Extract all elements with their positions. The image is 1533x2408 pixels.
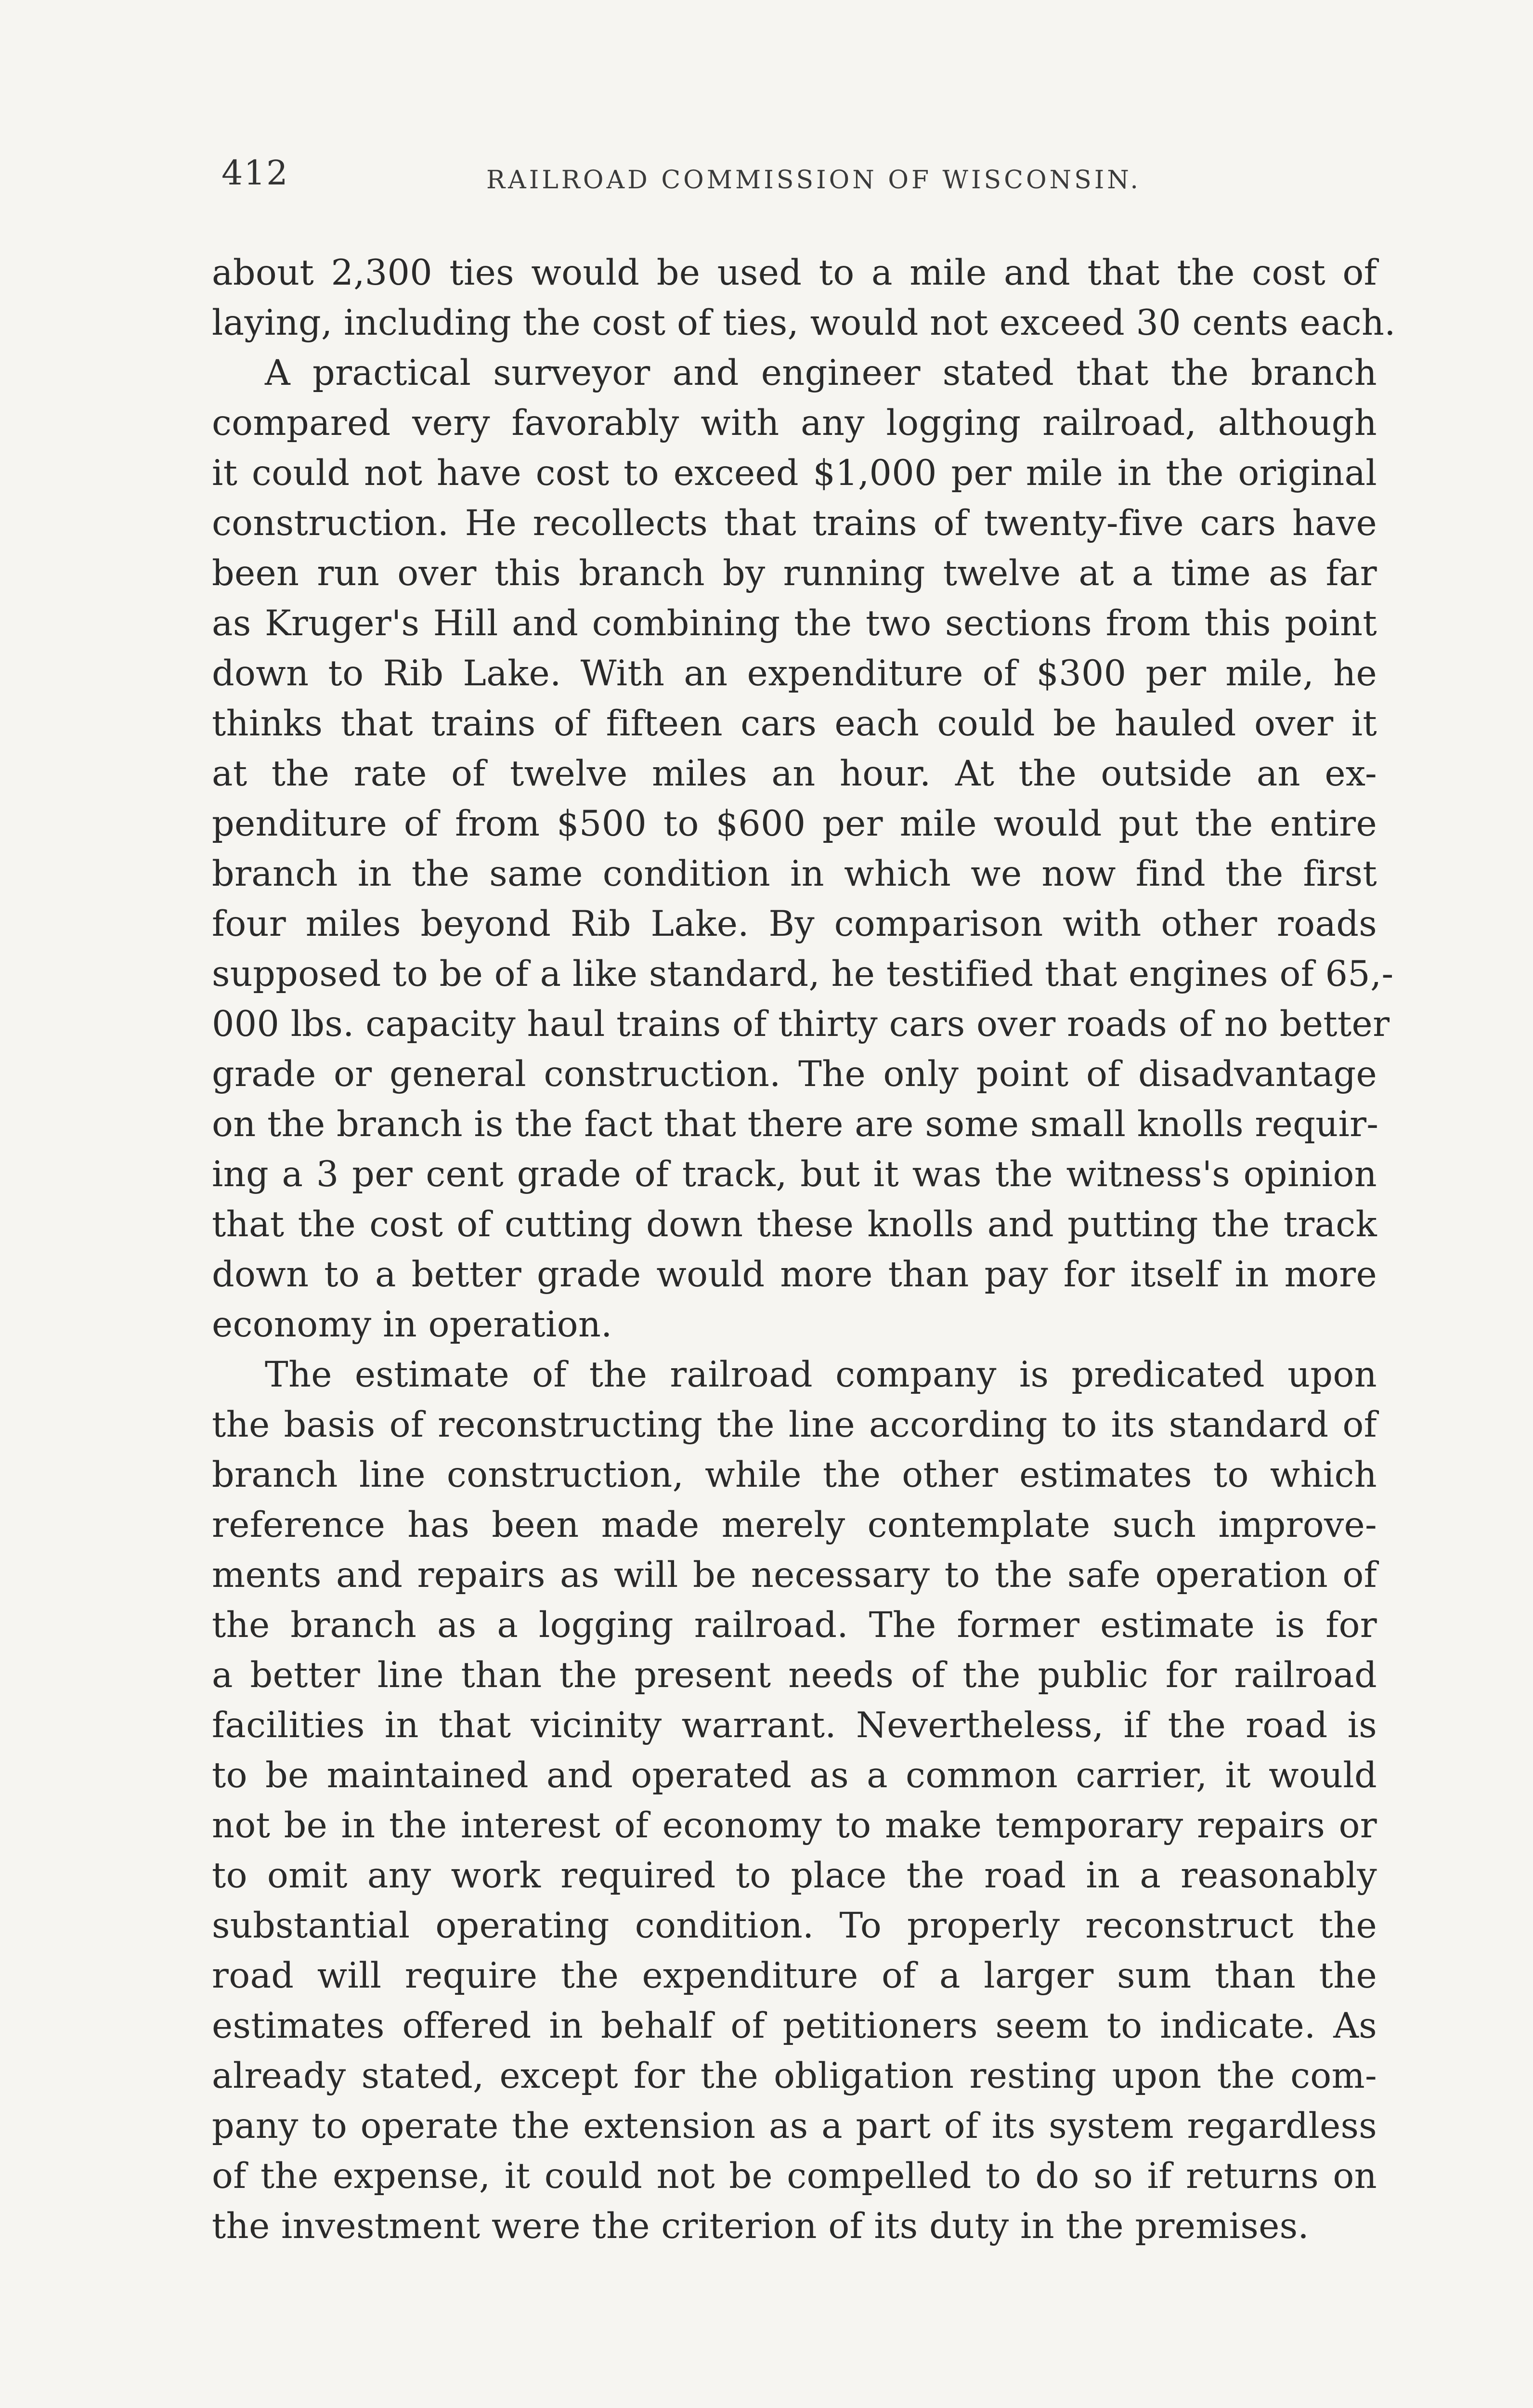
text-line: a better line than the present needs of the public for railroad (212, 1655, 1377, 1696)
text-line: the basis of reconstructing the line according to its standard of (212, 1404, 1377, 1445)
page-number: 412 (221, 153, 289, 193)
text-line: penditure of from $500 to $600 per mile would put the entire (212, 803, 1377, 844)
text-line: pany to operate the extension as a part of its system regardless (212, 2106, 1377, 2146)
text-line: ments and repairs as will be necessary to the safe operation of (212, 1555, 1377, 1596)
text-line: thinks that trains of fifteen cars each could be hauled over it (212, 703, 1377, 744)
text-line: at the rate of twelve miles an hour. At the outside an ex- (212, 753, 1377, 794)
text-line: the investment were the criterion of its duty in the premises. (212, 2206, 1309, 2247)
body-text (212, 248, 1396, 2251)
text-line: on the branch is the fact that there are some small knolls requir- (212, 1104, 1379, 1145)
text-line: branch line construction, while the other estimates to which (212, 1454, 1377, 1495)
text-line: supposed to be of a like standard, he testified that engines of 65,- (212, 954, 1394, 995)
text-line: to omit any work required to place the road in a reasonably (212, 1855, 1377, 1896)
text-line: it could not have cost to exceed $1,000 per mile in the original (212, 453, 1377, 494)
text-line: substantial operating condition. To properly reconstruct the (212, 1905, 1377, 1946)
running-head: RAILROAD COMMISSION OF WISCONSIN. (486, 166, 1141, 195)
text-line: to be maintained and operated as a common carrier, it would (212, 1755, 1377, 1796)
text-line: estimates offered in behalf of petitioners seem to indicate. As (212, 2005, 1377, 2046)
text-line: down to a better grade would more than pay for itself in more (212, 1254, 1377, 1295)
text-line: 000 lbs. capacity haul trains of thirty cars over roads of no better (212, 1004, 1390, 1045)
text-line: as Kruger's Hill and combining the two sections from this point (212, 603, 1377, 644)
page-header (212, 153, 1377, 211)
text-line: construction. He recollects that trains of twenty-five cars have (212, 503, 1377, 544)
text-line: already stated, except for the obligation resting upon the com- (212, 2055, 1377, 2096)
text-line: of the expense, it could not be compelled to do so if returns on (212, 2156, 1377, 2197)
text-line: grade or general construction. The only point of disadvantage (212, 1054, 1377, 1095)
text-line: reference has been made merely contemplate such improve- (212, 1505, 1377, 1545)
text-line: facilities in that vicinity warrant. Nevertheless, if the road is (212, 1705, 1377, 1746)
text-line: four miles beyond Rib Lake. By comparison with other roads (212, 903, 1377, 944)
text-line: the branch as a logging railroad. The former estimate is for (212, 1605, 1377, 1646)
text-line: road will require the expenditure of a larger sum than the (212, 1955, 1377, 1996)
text-line: down to Rib Lake. With an expenditure of $300 per mile, he (212, 653, 1377, 694)
text-line: laying, including the cost of ties, would not exceed 30 cents each. (212, 302, 1396, 343)
text-line: ing a 3 per cent grade of track, but it was the witness's opinion (212, 1154, 1377, 1195)
paragraph-start-line: The estimate of the railroad company is predicated upon (265, 1354, 1377, 1395)
paragraph-start-line: A practical surveyor and engineer stated that the branch (265, 353, 1377, 393)
text-line: economy in operation. (212, 1304, 612, 1345)
text-line: branch in the same condition in which we now find the first (212, 853, 1377, 894)
text-line: compared very favorably with any logging railroad, although (212, 403, 1377, 444)
text-line: not be in the interest of economy to make temporary repairs or (212, 1805, 1377, 1846)
text-line: that the cost of cutting down these knolls and putting the track (212, 1204, 1377, 1245)
text-line: been run over this branch by running twelve at a time as far (212, 553, 1377, 594)
text-line: about 2,300 ties would be used to a mile and that the cost of (212, 252, 1377, 293)
